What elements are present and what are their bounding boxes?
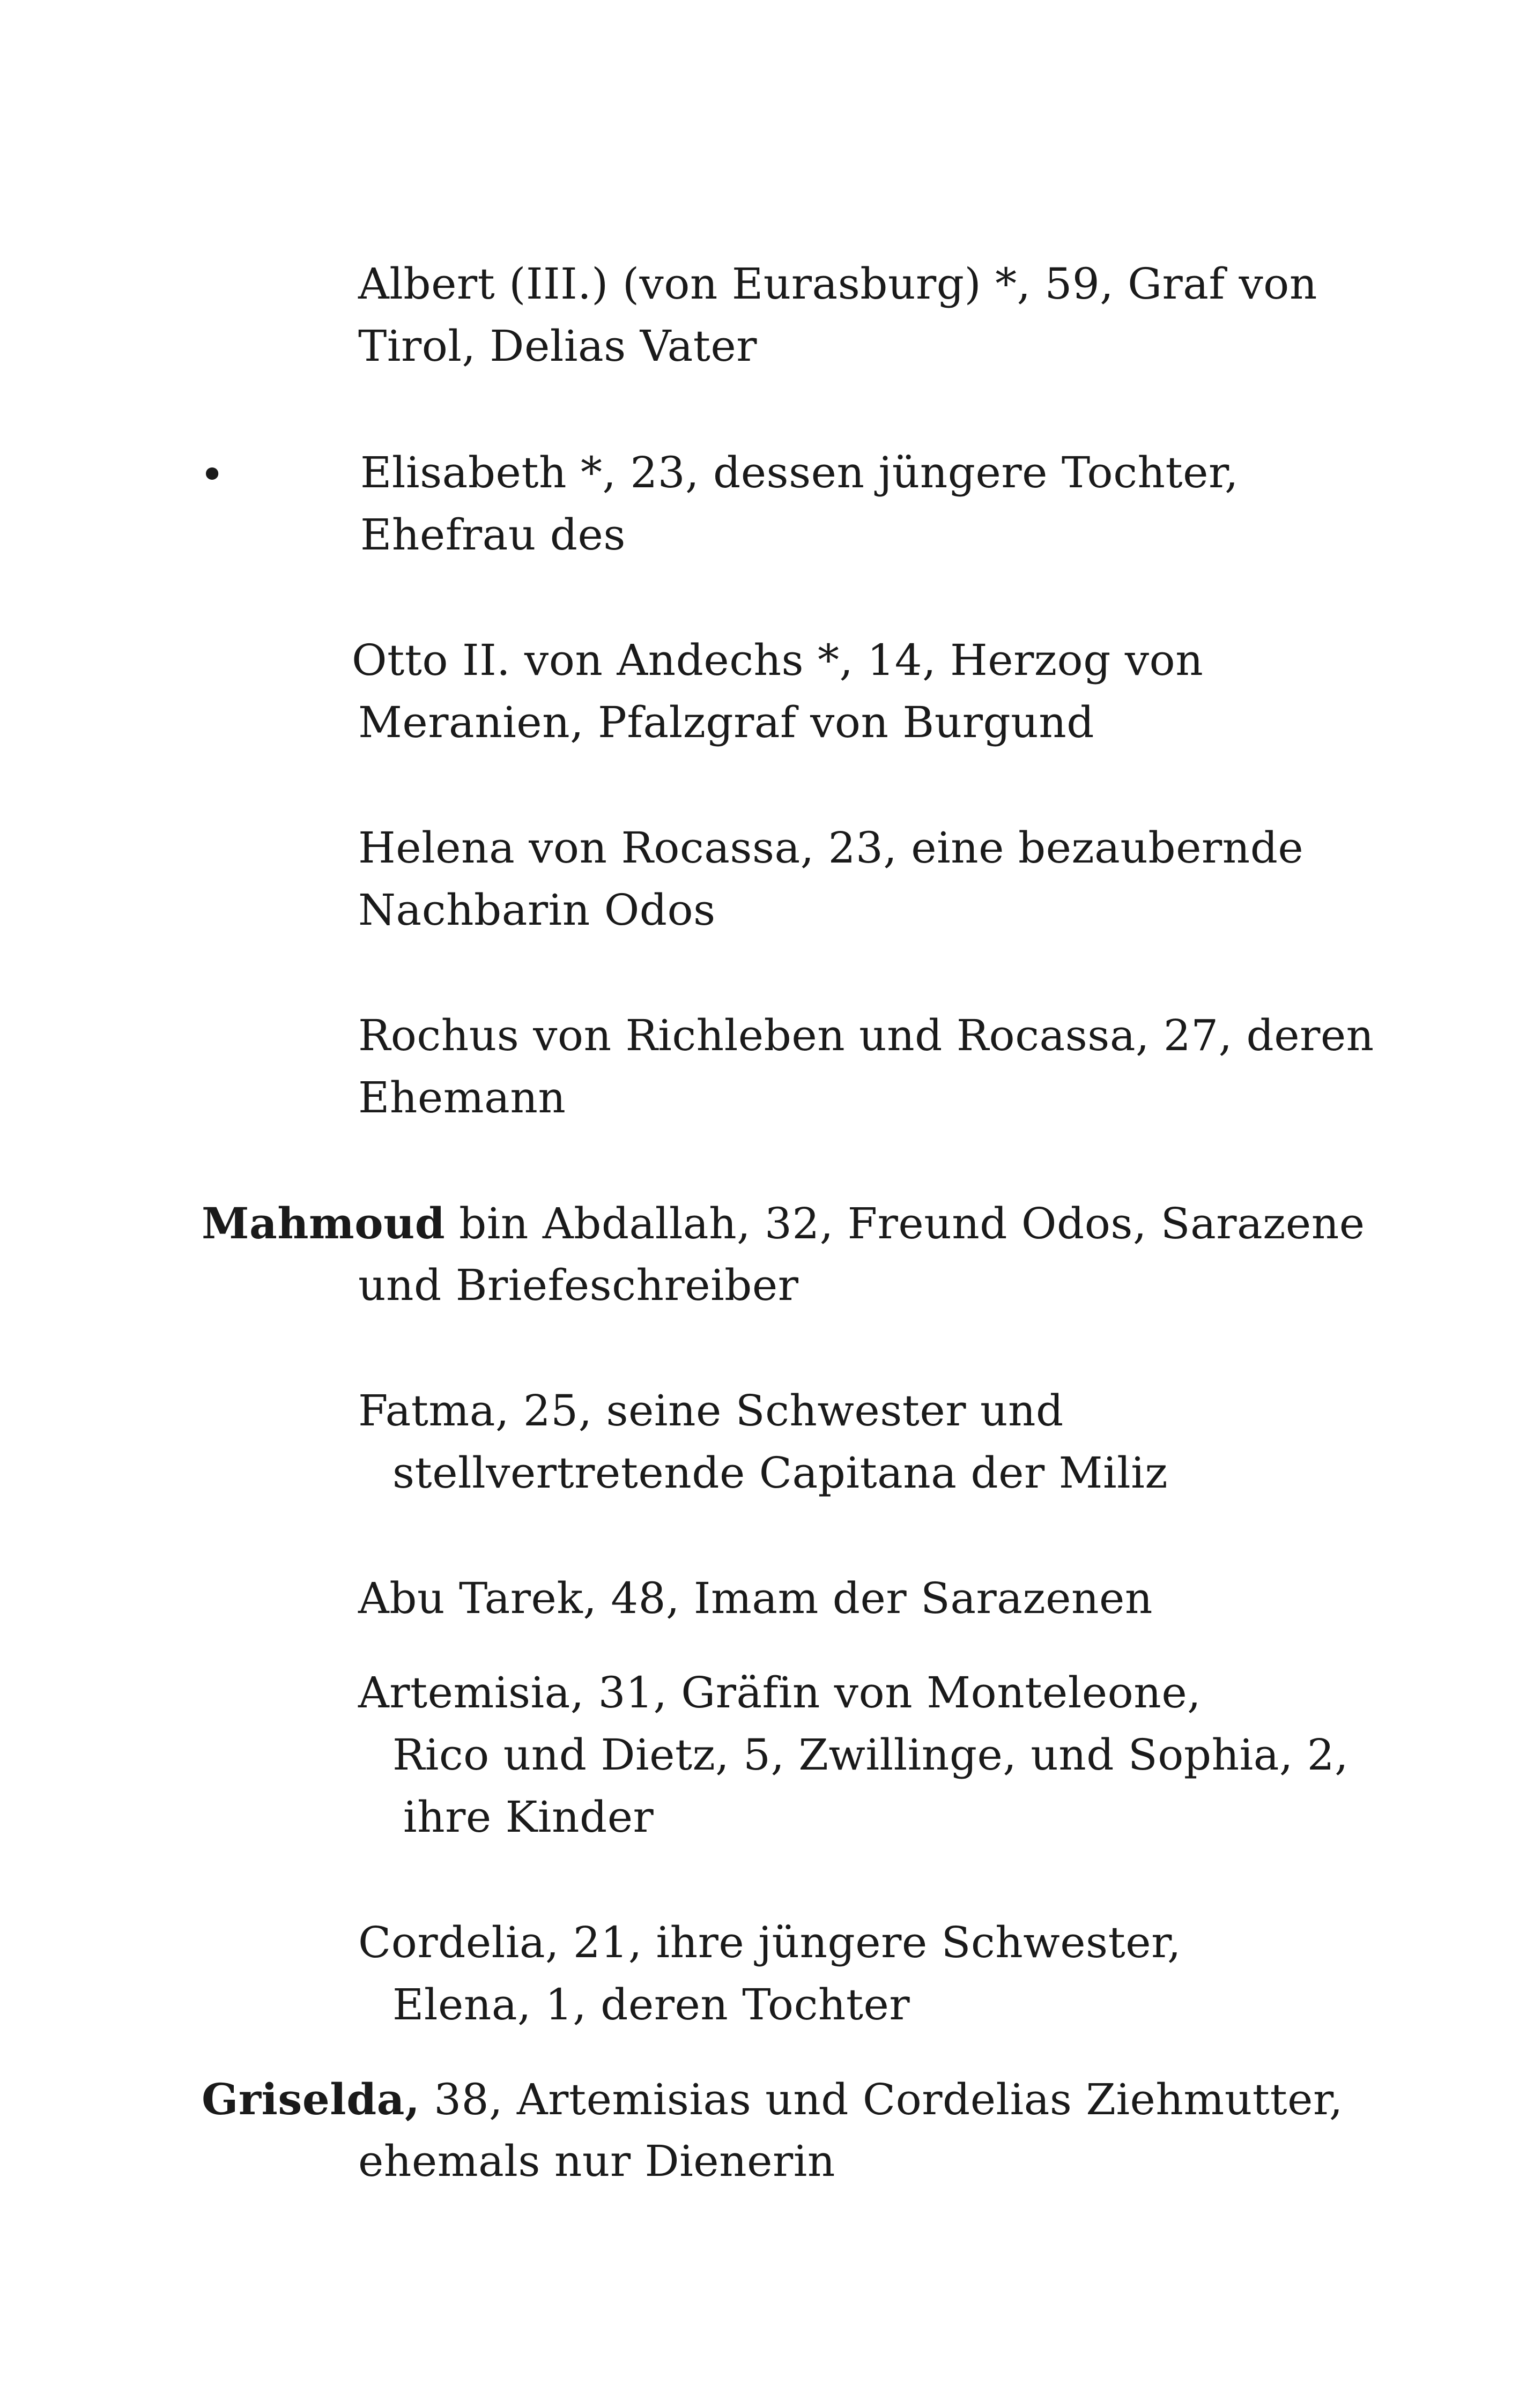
entry-helena-line2: Nachbarin Odos xyxy=(358,885,716,935)
entry-rochus-line2: Ehemann xyxy=(358,1073,566,1123)
entry-albert-line1: Albert (III.) (von Eurasburg) *, 59, Graf von xyxy=(358,259,1317,309)
entry-griselda-line1-rest: 38, Artemisias und Cordelias Ziehmutter, xyxy=(420,2075,1343,2124)
entry-artemisia-line2: Rico und Dietz, 5, Zwillinge, und Sophia, 2, xyxy=(392,1730,1349,1780)
entry-cordelia-line1: Cordelia, 21, ihre jüngere Schwester, xyxy=(358,1918,1181,1967)
entry-griselda-name: Griselda, xyxy=(202,2074,420,2124)
entry-mahmoud-line2: und Briefeschreiber xyxy=(358,1260,799,1310)
entry-elisabeth-line2: Ehefrau des xyxy=(360,510,626,560)
entry-otto-line2: Meranien, Pfalzgraf von Burgund xyxy=(358,697,1094,747)
entry-griselda-line2: ehemals nur Dienerin xyxy=(358,2136,835,2186)
entry-cordelia-line2: Elena, 1, deren Tochter xyxy=(392,1980,910,2030)
entry-helena-line1: Helena von Rocassa, 23, eine bezaubernde xyxy=(358,823,1304,873)
entry-mahmoud-line1 xyxy=(202,1198,1365,1248)
entry-rochus-line1: Rochus von Richleben und Rocassa, 27, deren xyxy=(358,1010,1374,1060)
entry-mahmoud-line1-rest: bin Abdallah, 32, Freund Odos, Sarazene xyxy=(445,1199,1365,1248)
entry-elisabeth-line1: Elisabeth *, 23, dessen jüngere Tochter, xyxy=(360,448,1239,497)
entry-artemisia-line3: ihre Kinder xyxy=(403,1792,654,1842)
bullet-marker: • xyxy=(199,450,225,500)
entry-artemisia-line1: Artemisia, 31, Gräfin von Monteleone, xyxy=(358,1668,1202,1718)
entry-mahmoud-name: Mahmoud xyxy=(202,1198,446,1248)
entry-abu-tarek-line1: Abu Tarek, 48, Imam der Sarazenen xyxy=(358,1573,1153,1623)
entry-fatma-line2: stellvertretende Capitana der Miliz xyxy=(392,1448,1168,1498)
entry-griselda-line1 xyxy=(202,2074,1343,2124)
entry-albert-line2: Tirol, Delias Vater xyxy=(358,321,757,371)
entry-otto-line1: Otto II. von Andechs *, 14, Herzog von xyxy=(352,635,1204,685)
entry-fatma-line1: Fatma, 25, seine Schwester und xyxy=(358,1386,1064,1436)
